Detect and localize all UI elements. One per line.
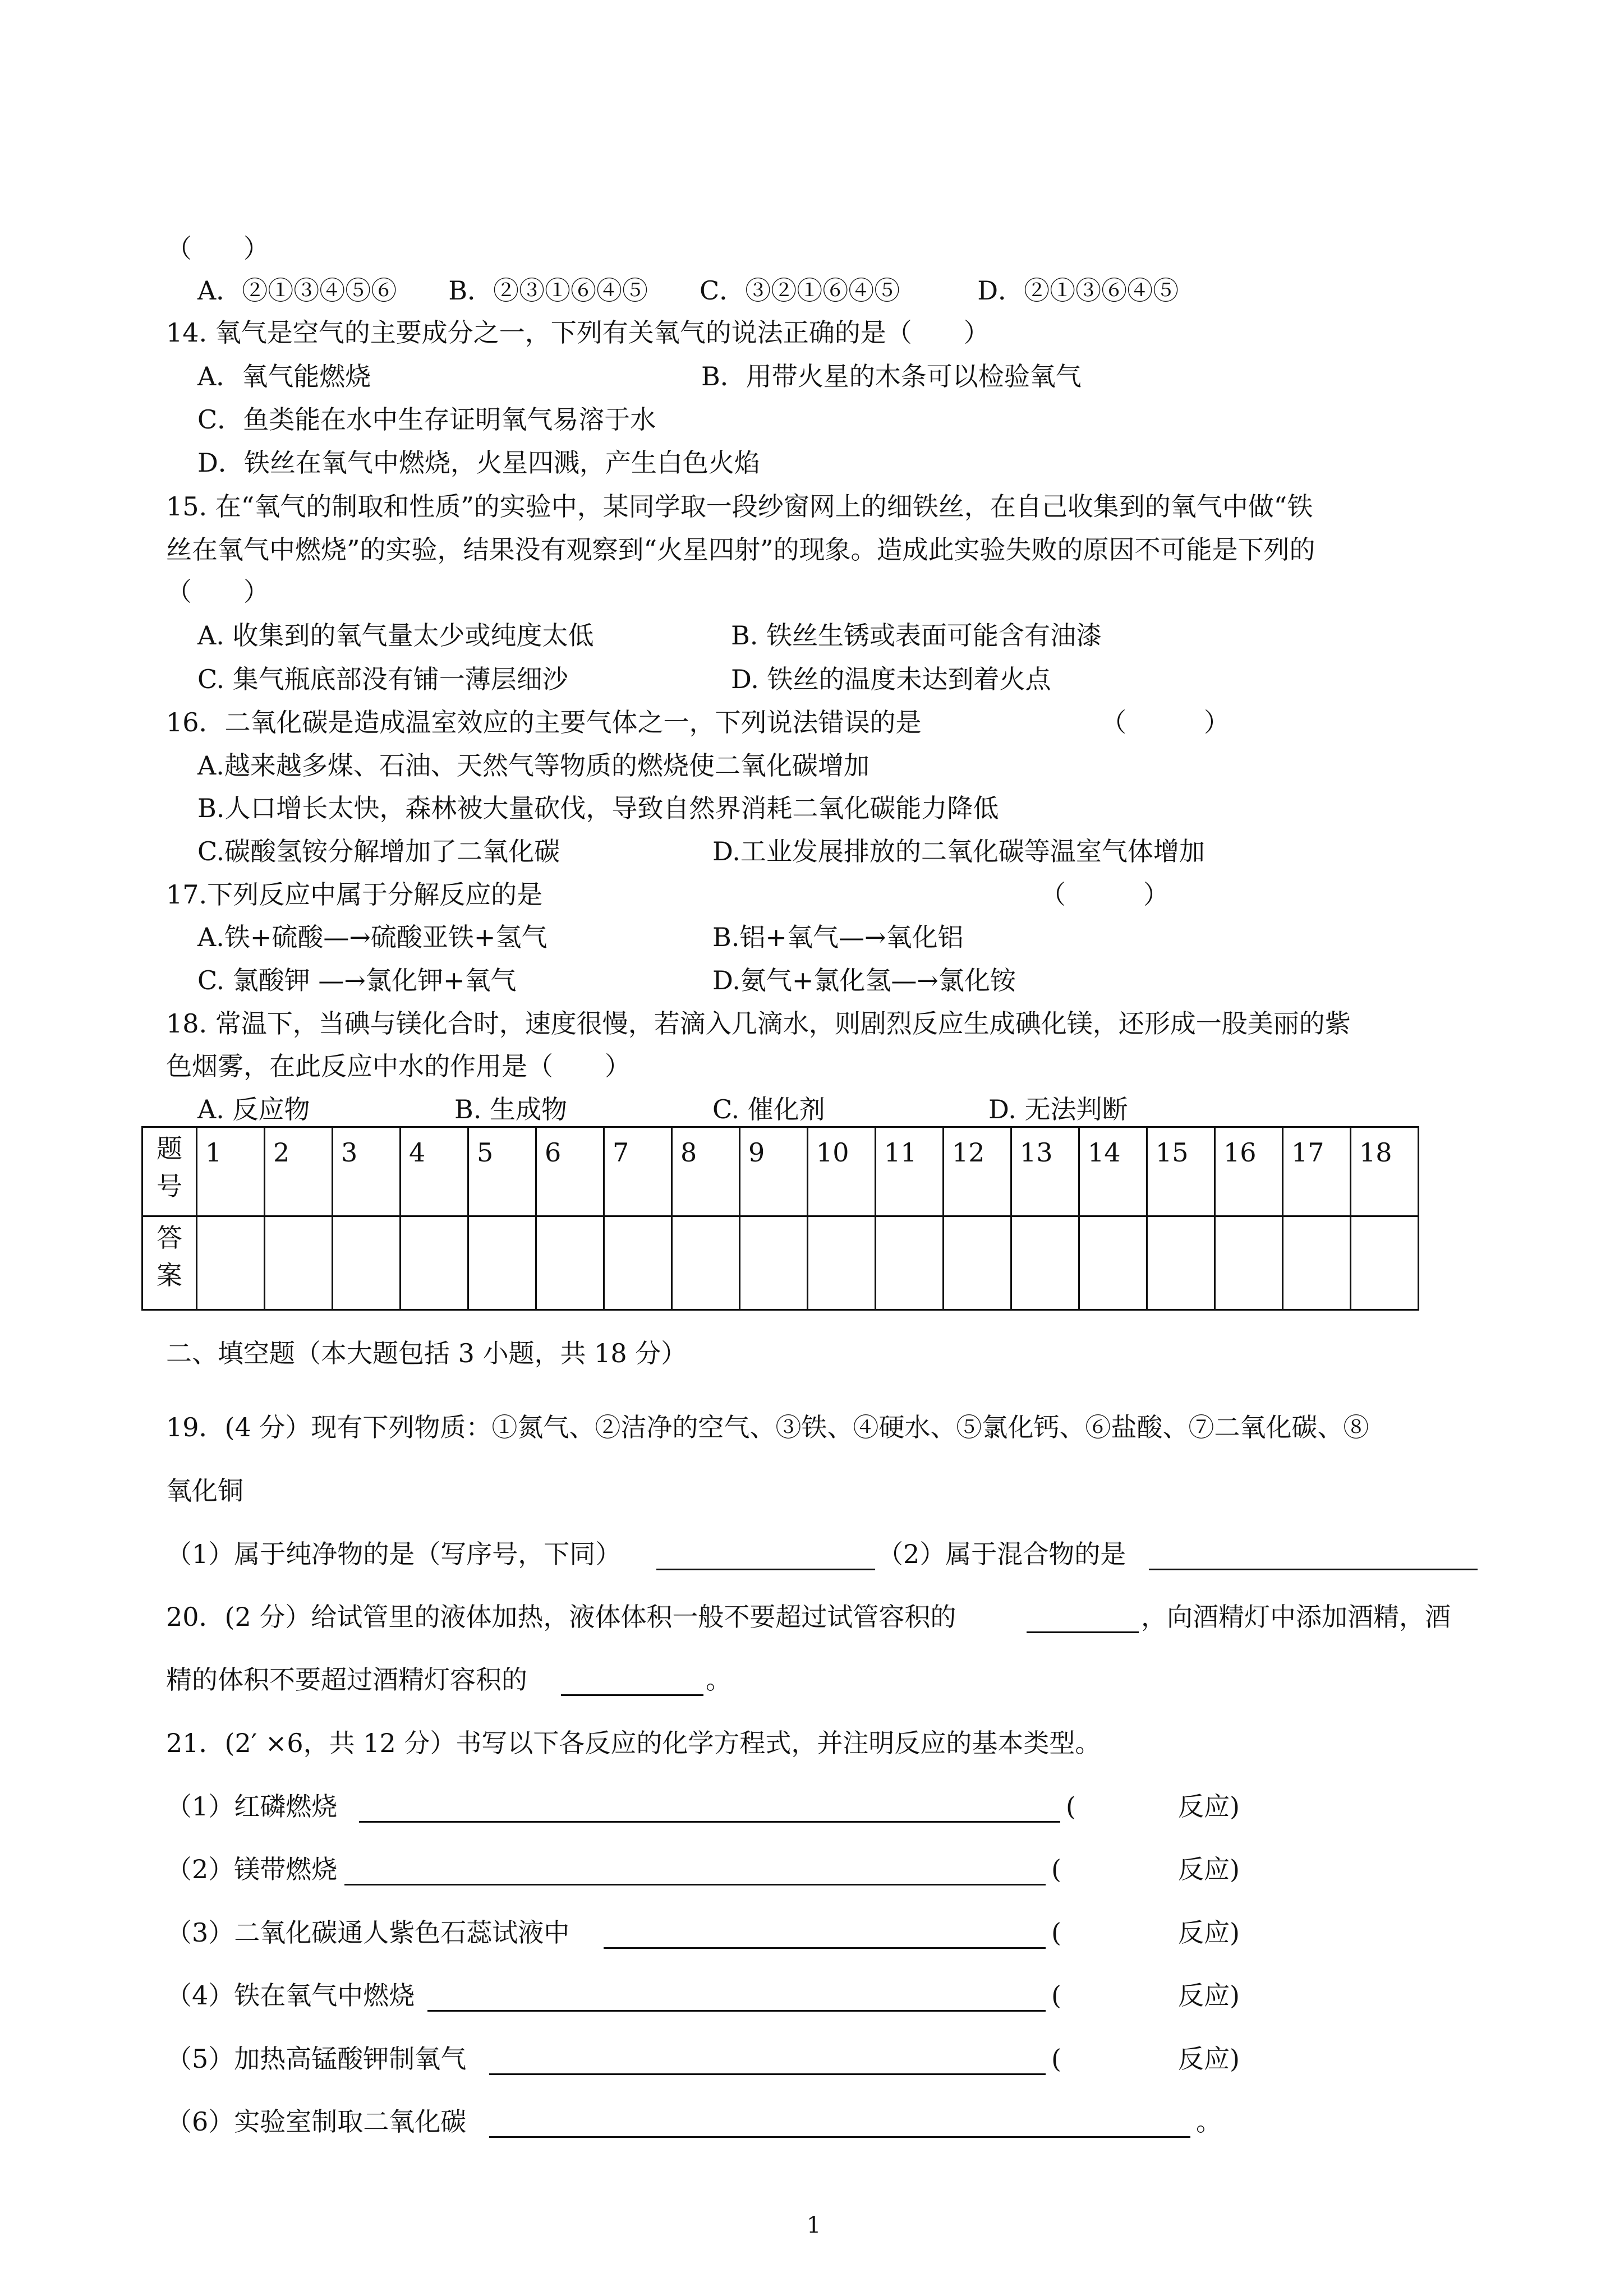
q13-paren: （ ） bbox=[166, 233, 269, 264]
answer-cell[interactable] bbox=[740, 1216, 808, 1310]
q15-line2: 丝在氧气中燃烧”的实验，结果没有观察到“火星四射”的现象。造成此实验失败的原因不可能是下列的 bbox=[166, 534, 1315, 565]
q14-option-c: C．鱼类能在水中生存证明氧气易溶于水 bbox=[197, 404, 656, 435]
q21-reaction-4: 反应) bbox=[1178, 1980, 1240, 2011]
q20-line2-start: 精的体积不要超过酒精灯容积的 bbox=[166, 1665, 527, 1695]
q16-option-c: C.碳酸氢铵分解增加了二氧化碳 bbox=[197, 836, 560, 866]
q19-line1: 19．(4 分）现有下列物质：①氮气、②洁净的空气、③铁、④硬水、⑤氯化钙、⑥盐酸、⑦二氧化碳、⑧ bbox=[166, 1412, 1369, 1442]
q13-options: A．②①③④⑤⑥ B．②③①⑥④⑤ C．③②①⑥④⑤ D．②①③⑥④⑤ bbox=[197, 275, 1179, 306]
q14-option-d: D．铁丝在氧气中燃烧，火星四溅，产生白色火焰 bbox=[197, 448, 760, 478]
question-number-cell: 10 bbox=[808, 1127, 876, 1216]
q19-part2: （2）属于混合物的是 bbox=[877, 1539, 1126, 1569]
q16-option-d: D.工业发展排放的二氧化碳等温室气体增加 bbox=[712, 836, 1205, 866]
q17-option-a: A.铁+硫酸—→硫酸亚铁+氢气 bbox=[197, 922, 548, 952]
q15-line1: 15. 在“氧气的制取和性质”的实验中，某同学取一段纱窗网上的细铁丝，在自己收集到的氧气中做“铁 bbox=[166, 491, 1313, 522]
q20-line1-start: 20．(2 分）给试管里的液体加热，液体体积一般不要超过试管容积的 bbox=[166, 1602, 956, 1632]
question-number-cell: 12 bbox=[944, 1127, 1011, 1216]
question-number-cell: 1 bbox=[197, 1127, 265, 1216]
q21-item-2: （2）镁带燃烧 bbox=[166, 1854, 338, 1884]
q20-line1-end: ，向酒精灯中添加酒精，酒 bbox=[1141, 1602, 1451, 1632]
question-number-cell: 3 bbox=[333, 1127, 401, 1216]
q19-blank-2[interactable] bbox=[1149, 1568, 1478, 1570]
q21-paren-1: ( bbox=[1066, 1791, 1076, 1822]
q21-paren-3: ( bbox=[1051, 1917, 1061, 1948]
question-number-cell: 9 bbox=[740, 1127, 808, 1216]
q17-option-c: C. 氯酸钾 —→氯化钾+氧气 bbox=[197, 965, 517, 995]
answer-cell[interactable] bbox=[333, 1216, 401, 1310]
q15-line3: （ ） bbox=[166, 577, 269, 607]
answer-cell[interactable] bbox=[1147, 1216, 1215, 1310]
answer-cell[interactable] bbox=[876, 1216, 944, 1310]
question-number-cell: 17 bbox=[1283, 1127, 1351, 1216]
answer-cell[interactable] bbox=[1283, 1216, 1351, 1310]
q16-option-b: B.人口增长太快，森林被大量砍伐，导致自然界消耗二氧化碳能力降低 bbox=[197, 793, 999, 823]
answer-cell[interactable] bbox=[197, 1216, 265, 1310]
q19-part1: （1）属于纯净物的是（写序号，下同） bbox=[166, 1539, 622, 1569]
q18-option-c: C. 催化剂 bbox=[712, 1094, 825, 1124]
q14-option-b: B．用带火星的木条可以检验氧气 bbox=[701, 361, 1082, 391]
q21-reaction-3: 反应) bbox=[1178, 1917, 1240, 1948]
q21-end-mark: 。 bbox=[1196, 2106, 1222, 2137]
answer-table-answer-row bbox=[142, 1216, 1419, 1310]
question-number-cell: 15 bbox=[1147, 1127, 1215, 1216]
question-number-cell: 14 bbox=[1079, 1127, 1147, 1216]
q21-item-1: （1）红磷燃烧 bbox=[166, 1791, 338, 1822]
row-label-question-number: 题 号 bbox=[142, 1127, 197, 1216]
answer-cell[interactable] bbox=[604, 1216, 672, 1310]
q18-line2: 色烟雾，在此反应中水的作用是（ ） bbox=[166, 1051, 631, 1081]
q21-blank-4[interactable] bbox=[427, 2009, 1046, 2012]
row-label-answer: 答 案 bbox=[142, 1216, 197, 1310]
q16-stem: 16．二氧化碳是造成温室效应的主要气体之一，下列说法错误的是 bbox=[166, 707, 922, 737]
answer-cell[interactable] bbox=[672, 1216, 740, 1310]
question-number-cell: 11 bbox=[876, 1127, 944, 1216]
q21-blank-5[interactable] bbox=[489, 2073, 1046, 2075]
q15-option-c: C. 集气瓶底部没有铺一薄层细沙 bbox=[197, 664, 568, 694]
question-number-cell: 7 bbox=[604, 1127, 672, 1216]
q18-option-b: B. 生成物 bbox=[454, 1094, 568, 1124]
q19-line2: 氧化铜 bbox=[166, 1476, 243, 1506]
question-number-cell: 18 bbox=[1351, 1127, 1419, 1216]
q17-paren: （ ） bbox=[1040, 879, 1169, 910]
question-number-cell: 5 bbox=[468, 1127, 536, 1216]
q16-option-a: A.越来越多煤、石油、天然气等物质的燃烧使二氧化碳增加 bbox=[197, 750, 869, 781]
q21-blank-3[interactable] bbox=[604, 1947, 1046, 1949]
answer-cell[interactable] bbox=[536, 1216, 604, 1310]
q15-option-d: D. 铁丝的温度未达到着火点 bbox=[731, 664, 1051, 694]
answer-cell[interactable] bbox=[944, 1216, 1011, 1310]
q21-item-6: （6）实验室制取二氧化碳 bbox=[166, 2106, 467, 2137]
answer-cell[interactable] bbox=[401, 1216, 468, 1310]
question-number-cell: 2 bbox=[265, 1127, 333, 1216]
q19-blank-1[interactable] bbox=[656, 1568, 875, 1570]
q21-reaction-2: 反应) bbox=[1178, 1854, 1240, 1884]
q21-item-3: （3）二氧化碳通人紫色石蕊试液中 bbox=[166, 1917, 570, 1948]
q21-blank-1[interactable] bbox=[359, 1820, 1060, 1823]
q14-stem: 14. 氧气是空气的主要成分之一，下列有关氧气的说法正确的是（ ） bbox=[166, 317, 990, 348]
q16-paren: （ ） bbox=[1101, 707, 1230, 737]
q18-option-d: D. 无法判断 bbox=[988, 1094, 1128, 1124]
answer-cell[interactable] bbox=[265, 1216, 333, 1310]
q20-blank-2[interactable] bbox=[561, 1694, 703, 1696]
answer-cell[interactable] bbox=[1215, 1216, 1283, 1310]
answer-cell[interactable] bbox=[1011, 1216, 1079, 1310]
q21-blank-2[interactable] bbox=[344, 1883, 1046, 1885]
answer-cell[interactable] bbox=[468, 1216, 536, 1310]
q21-reaction-5: 反应) bbox=[1178, 2044, 1240, 2074]
q15-option-b: B. 铁丝生锈或表面可能含有油漆 bbox=[731, 620, 1102, 651]
q17-option-d: D.氨气+氯化氢—→氯化铵 bbox=[712, 965, 1016, 995]
q21-paren-5: ( bbox=[1051, 2044, 1061, 2074]
q21-item-5: （5）加热高锰酸钾制氧气 bbox=[166, 2044, 467, 2074]
answer-cell[interactable] bbox=[1351, 1216, 1419, 1310]
page-number: 1 bbox=[807, 2212, 821, 2238]
q18-option-a: A. 反应物 bbox=[197, 1094, 310, 1124]
section-2-title: 二、填空题（本大题包括 3 小题，共 18 分） bbox=[166, 1338, 687, 1368]
question-number-cell: 16 bbox=[1215, 1127, 1283, 1216]
q17-stem: 17.下列反应中属于分解反应的是 bbox=[166, 879, 543, 910]
answer-table-number-row bbox=[142, 1127, 1419, 1216]
q20-line2-end: 。 bbox=[706, 1665, 732, 1695]
question-number-cell: 13 bbox=[1011, 1127, 1079, 1216]
q21-paren-2: ( bbox=[1051, 1854, 1061, 1884]
question-number-cell: 8 bbox=[672, 1127, 740, 1216]
q20-blank-1[interactable] bbox=[1027, 1631, 1139, 1633]
question-number-cell: 4 bbox=[401, 1127, 468, 1216]
q21-blank-6[interactable] bbox=[489, 2136, 1190, 2138]
answer-cell[interactable] bbox=[1079, 1216, 1147, 1310]
q14-option-a: A．氧气能燃烧 bbox=[197, 361, 371, 391]
answer-cell[interactable] bbox=[808, 1216, 876, 1310]
question-number-cell: 6 bbox=[536, 1127, 604, 1216]
q18-line1: 18. 常温下，当碘与镁化合时，速度很慢，若滴入几滴水，则剧烈反应生成碘化镁，还形成一股美丽的紫 bbox=[166, 1008, 1351, 1039]
answer-table bbox=[141, 1126, 1419, 1311]
q21-stem: 21．(2′ ×6，共 12 分）书写以下各反应的化学方程式，并注明反应的基本类型。 bbox=[166, 1728, 1101, 1758]
q21-paren-4: ( bbox=[1051, 1980, 1061, 2011]
q15-option-a: A. 收集到的氧气量太少或纯度太低 bbox=[197, 620, 594, 651]
q21-reaction-1: 反应) bbox=[1178, 1791, 1240, 1822]
q21-item-4: （4）铁在氧气中燃烧 bbox=[166, 1980, 415, 2011]
q17-option-b: B.铝+氧气—→氧化铝 bbox=[712, 922, 964, 952]
